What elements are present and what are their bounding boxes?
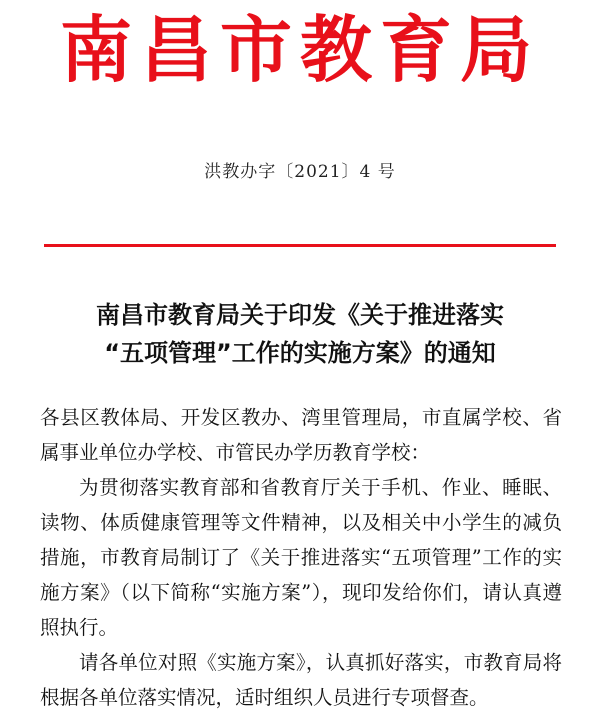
body-paragraph-1: 为贯彻落实教育部和省教育厅关于手机、作业、睡眠、读物、体质健康管理等文件精神，以及相关中小学生的减负措施，市教育局制订了《关于推进落实“五项管理”工作的实施方案》（以下简称“实施方案”），现印发给你们，请认真遵照执行。 bbox=[40, 476, 562, 639]
addressees-paragraph: 各县区教体局、开发区教办、湾里管理局，市直属学校、省属事业单位办学校、市管民办学历教育学校： bbox=[40, 406, 562, 464]
masthead-organization: 南昌市教育局 bbox=[59, 7, 540, 92]
document-title bbox=[40, 296, 560, 372]
body-paragraph-2: 请各单位对照《实施方案》，认真抓好落实，市教育局将根据各单位落实情况，适时组织人员进行专项督查。 bbox=[40, 651, 562, 709]
red-separator-line bbox=[44, 244, 556, 247]
title-line-2: “五项管理”工作的实施方案》的通知 bbox=[104, 339, 496, 367]
document-number: 洪教办字〔2021〕4 号 bbox=[204, 162, 396, 182]
document-body bbox=[40, 400, 562, 715]
title-line-1: 南昌市教育局关于印发《关于推进落实 bbox=[96, 301, 504, 329]
